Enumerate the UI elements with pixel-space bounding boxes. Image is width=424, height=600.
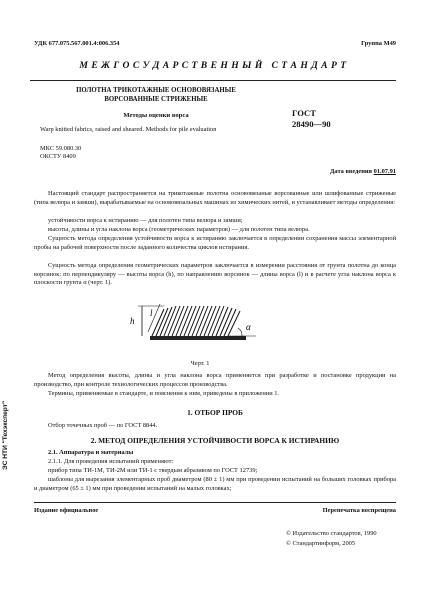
templates-text: шаблоны для вырезания элементарных проб диаметром (80 ± 1) мм при проведении испытаний на больших головках прибора и диаметром (65 ± 1) мм при проведении испытаний на малых головках; [34, 476, 396, 492]
pile-figure [124, 296, 274, 356]
official-edition: Издание официальное [34, 507, 99, 514]
copyright-2: © Стандартинформ, 2005 [286, 540, 356, 547]
paragraph-scope: Настоящий стандарт распространяется на трикотажные полотна основовязаные ворсованные или шлифованные стриженые (типа велюра и замши), вырабатываемые на основовязальных машинах из химических нитей, и устанавливает методы определения: [34, 190, 396, 206]
pile-fibers [152, 306, 240, 336]
footer-rule [34, 502, 396, 503]
intro-date-label: Дата введения [330, 168, 373, 175]
intro-date [300, 168, 396, 176]
intro-date-value: 01.07.91 [373, 168, 396, 175]
banner-rule [30, 80, 396, 81]
okstu-code: ОКСТУ 8409 [40, 153, 76, 160]
paragraph-terms: Термины, применяемые в стандарте, и пояснения к ним, приведены в приложении 1. [48, 390, 280, 397]
title-line-2: ВОРСОВАННЫЕ СТРИЖЕНЫЕ [104, 96, 208, 103]
section-2-1-heading: 2.1. Аппаратура и материалы [48, 449, 134, 456]
title-line-1: ПОЛОТНА ТРИКОТАЖНЫЕ ОСНОВОВЯЗАНЫЕ [76, 87, 236, 94]
copyright-1: © Издательство стандартов, 1990 [286, 530, 377, 537]
document-title [40, 86, 272, 104]
figure-caption: Черт. 1 [190, 360, 210, 367]
section-2-heading: 2. МЕТОД ОПРЕДЕЛЕНИЯ УСТОЙЧИВОСТИ ВОРСА К ИСТИРАНИЮ [90, 436, 340, 445]
udc-code: УДК 677.075.567.001.4:006.354 [34, 40, 120, 47]
reprint-notice: Перепечатка воспрещена [322, 507, 396, 514]
instrument-text: прибор типа ТИ-1М, ТИ-2М или ТИ-1 с твердым абразивом по ГОСТ 12739; [48, 467, 258, 474]
section-2-1-1-text: 2.1.1. Для проведения испытаний применяют: [48, 458, 174, 465]
angle-label: α [246, 322, 251, 332]
angle-arc [238, 328, 242, 336]
length-label: l [150, 308, 153, 318]
english-title: Warp knitted fabrics, raised and sheared. Methods for pile evaluation [40, 126, 217, 133]
standard-banner: М Е Ж Г О С У Д А Р С Т В Е Н Н Ы Й С Т А Н Д А Р Т [79, 60, 347, 71]
paragraph-geometry-scope: высоты, длины и угла наклона ворса (геометрических параметров) — для полотен типа велюра. [48, 226, 310, 233]
gost-label: ГОСТ [292, 108, 316, 118]
paragraph-geometry-essence: Сущность метода определения геометрических параметров заключается в измерении расстояния от грунта полотна до конца ворсинок: по перпендикуляру — высоты ворса (h), по направлению ворсинок — длины ворса (l) и в расчете угла наклона ворса к плоскости грунта α (черт. 1). [34, 262, 396, 287]
section-1-heading: 1. ОТБОР ПРОБ [187, 408, 243, 417]
mks-code: МКС 59.080.30 [40, 145, 82, 152]
height-label: h [130, 316, 135, 326]
paragraph-abrasion-essence: Сущность метода определения устойчивости ворса к истиранию заключается в определении сохранения массы элементарной пробы на рабочей поверхности после заданного количества циклов истирания. [34, 235, 396, 251]
section-1-text: Отбор точечных проб — по ГОСТ 8844. [48, 422, 158, 429]
paragraph-application: Метод определения высоты, длины и угла наклона ворса применяется при разработке и постановке продукции на производство, при контроле технологических процессов производства. [34, 372, 396, 388]
gost-number: 28490—90 [292, 119, 331, 129]
group-code: Группа М49 [361, 40, 396, 47]
fabric-ground [150, 336, 246, 340]
paragraph-abrasion-scope: устойчивости ворса к истиранию — для полотен типа велюра и замши; [48, 217, 243, 224]
document-subtitle: Методы оценки ворса [123, 112, 189, 119]
techexpert-stamp: ЭС НТИ "Техэксперт" [2, 400, 9, 470]
